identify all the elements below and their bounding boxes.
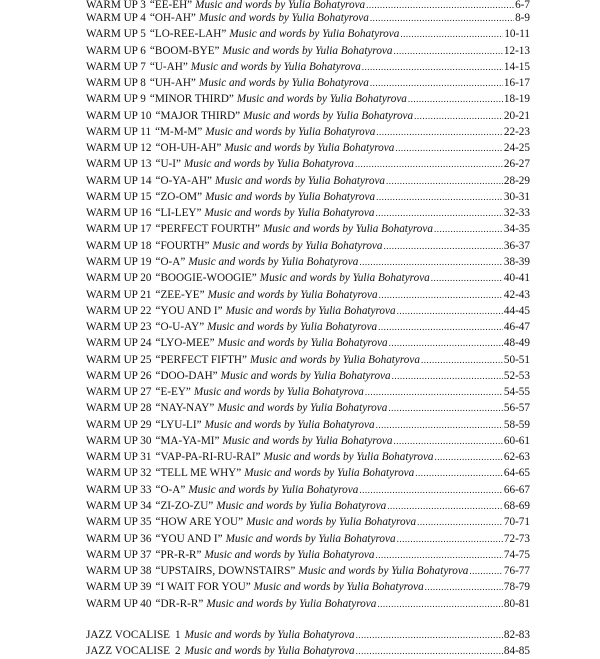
toc-entry[interactable] [86, 205, 530, 221]
dot-leader [370, 75, 503, 91]
page-range: 26-27 [503, 158, 530, 171]
entry-title: “DR-R-R” [155, 597, 204, 610]
entry-title: “VAP-PA-RI-RU-RAI” [155, 451, 261, 464]
page-range: 62-63 [503, 451, 530, 464]
entry-title: “PR-R-R” [155, 548, 202, 561]
entry-label: WARM UP 28 [86, 402, 152, 415]
toc-entry[interactable] [86, 287, 530, 303]
dot-leader [395, 140, 503, 156]
toc-entry[interactable] [86, 173, 530, 189]
entry-credit: Music and words by Yulia Bohatyrova [207, 321, 378, 334]
toc-entry[interactable] [86, 254, 530, 270]
toc-entry[interactable] [86, 449, 530, 465]
entry-title: “NAY-NAY” [155, 402, 215, 415]
dot-leader [356, 643, 503, 659]
entry-credit: Music and words by Yulia Bohatyrova [217, 402, 388, 415]
toc-entry[interactable] [86, 627, 530, 643]
page-range: 68-69 [503, 499, 530, 512]
dot-leader [431, 270, 503, 286]
page-range: 18-19 [503, 93, 530, 106]
page-range: 42-43 [503, 288, 530, 301]
entry-title: “E-EY” [155, 386, 191, 399]
entry-credit: Music and words by Yulia Bohatyrova [190, 60, 361, 73]
dot-leader [355, 156, 503, 172]
entry-label: WARM UP 25 [86, 353, 152, 366]
dot-leader [379, 287, 503, 303]
page-range: 70-71 [503, 516, 530, 529]
page-range: 36-37 [503, 239, 530, 252]
page-range: 20-21 [503, 109, 530, 122]
entry-title: “M-M-M” [155, 125, 203, 138]
toc-entry[interactable] [86, 433, 530, 449]
dot-leader [375, 547, 502, 563]
dot-leader [376, 124, 503, 140]
dot-leader [435, 449, 503, 465]
toc-entry[interactable] [86, 238, 530, 254]
entry-label: WARM UP 39 [86, 581, 152, 594]
entry-label: JAZZ VOCALISE [86, 628, 171, 641]
entry-credit: Music and words by Yulia Bohatyrova [262, 223, 433, 236]
page-range: 66-67 [503, 483, 530, 496]
dot-leader [408, 91, 503, 107]
dot-leader [365, 384, 503, 400]
entry-credit: Music and words by Yulia Bohatyrova [184, 628, 355, 641]
entry-label: WARM UP 29 [86, 418, 152, 431]
entry-credit: Music and words by Yulia Bohatyrova [212, 239, 383, 252]
entry-title: “O-A” [155, 255, 186, 268]
dot-leader [386, 173, 503, 189]
page-range: 22-23 [503, 125, 530, 138]
entry-label: WARM UP 31 [86, 451, 152, 464]
page-range: 56-57 [503, 402, 530, 415]
entry-credit: Music and words by Yulia Bohatyrova [198, 12, 369, 24]
page-range: 46-47 [503, 321, 530, 334]
toc-entry[interactable] [86, 352, 530, 368]
dot-leader [362, 59, 503, 75]
page-range: 16-17 [503, 77, 530, 90]
entry-credit: Music and words by Yulia Bohatyrova [244, 467, 415, 480]
dot-leader [415, 465, 503, 481]
entry-credit: Music and words by Yulia Bohatyrova [207, 288, 378, 301]
toc-entry[interactable] [86, 10, 530, 26]
dot-leader [394, 43, 503, 59]
toc-entry[interactable] [86, 221, 530, 237]
dot-leader [392, 368, 503, 384]
toc-entry[interactable] [86, 514, 530, 530]
entry-label: WARM UP 17 [86, 223, 152, 236]
entry-title: “PERFECT FIFTH” [155, 353, 247, 366]
toc-entry[interactable] [86, 417, 530, 433]
entry-label: WARM UP 6 [86, 44, 146, 57]
entry-title: “PERFECT FOURTH” [155, 223, 260, 236]
dot-leader [393, 433, 502, 449]
page-range: 84-85 [503, 645, 530, 658]
dot-leader [414, 108, 503, 124]
entry-title: “OH-UH-AH” [155, 142, 222, 155]
toc-entry[interactable] [86, 59, 530, 75]
dot-leader [389, 335, 503, 351]
entry-number: 1 [175, 628, 181, 641]
entry-credit: Music and words by Yulia Bohatyrova [225, 304, 396, 317]
warmup-list [86, 0, 530, 612]
toc-entry[interactable] [86, 108, 530, 124]
page-range: 48-49 [503, 337, 530, 350]
toc-entry[interactable] [86, 75, 530, 91]
entry-title: “MAJOR THIRD” [155, 109, 241, 122]
dot-leader [377, 596, 503, 612]
dot-leader [378, 319, 503, 335]
entry-label: WARM UP 11 [86, 125, 152, 138]
page-range: 30-31 [503, 190, 530, 203]
entry-title: “TELL ME WHY” [155, 467, 242, 480]
entry-credit: Music and words by Yulia Bohatyrova [195, 0, 366, 10]
entry-title: “I WAIT FOR YOU” [155, 581, 251, 594]
dot-leader [376, 189, 503, 205]
entry-label: WARM UP 40 [86, 597, 152, 610]
entry-credit: Music and words by Yulia Bohatyrova [236, 93, 407, 106]
entry-title: “EE-EH” [149, 0, 193, 10]
toc-entry[interactable] [86, 335, 530, 351]
entry-label: WARM UP 18 [86, 239, 152, 252]
toc-entry[interactable] [86, 596, 530, 612]
toc-entry[interactable] [86, 156, 530, 172]
page-range: 72-73 [503, 532, 530, 545]
entry-credit: Music and words by Yulia Bohatyrova [222, 434, 393, 447]
entry-credit: Music and words by Yulia Bohatyrova [243, 109, 414, 122]
entry-title: “UH-AH” [149, 77, 196, 90]
entry-credit: Music and words by Yulia Bohatyrova [205, 125, 376, 138]
entry-title: “O-YA-AH” [155, 174, 213, 187]
entry-credit: Music and words by Yulia Bohatyrova [253, 581, 424, 594]
jazz-vocalise-list [86, 627, 530, 659]
toc-entry[interactable] [86, 319, 530, 335]
entry-credit: Music and words by Yulia Bohatyrova [222, 44, 393, 57]
entry-title: “U-I” [155, 158, 181, 171]
dot-leader [397, 303, 503, 319]
entry-label: WARM UP 14 [86, 174, 152, 187]
entry-credit: Music and words by Yulia Bohatyrova [217, 337, 388, 350]
toc-entry[interactable] [86, 579, 530, 595]
page-range: 10-11 [504, 28, 530, 41]
entry-label: WARM UP 32 [86, 467, 152, 480]
entry-credit: Music and words by Yulia Bohatyrova [193, 386, 364, 399]
entry-label: WARM UP 36 [86, 532, 152, 545]
entry-label: WARM UP 34 [86, 499, 152, 512]
entry-title: “LI-LEY” [155, 207, 202, 220]
entry-credit: Music and words by Yulia Bohatyrova [198, 77, 369, 90]
dot-leader [375, 205, 502, 221]
entry-title: “LYU-LI” [155, 418, 202, 431]
toc-entry[interactable] [86, 547, 530, 563]
toc-entry[interactable] [86, 368, 530, 384]
toc-entry[interactable] [86, 531, 530, 547]
toc-entry[interactable] [86, 0, 530, 10]
entry-credit: Music and words by Yulia Bohatyrova [204, 207, 375, 220]
entry-credit: Music and words by Yulia Bohatyrova [298, 565, 469, 578]
entry-credit: Music and words by Yulia Bohatyrova [225, 532, 396, 545]
entry-label: WARM UP 24 [86, 337, 152, 350]
entry-label: WARM UP 35 [86, 516, 152, 529]
page-range: 40-41 [503, 272, 530, 285]
entry-title: “FOURTH” [155, 239, 210, 252]
entry-credit: Music and words by Yulia Bohatyrova [183, 158, 354, 171]
toc-entry[interactable] [86, 91, 530, 107]
page-range: 14-15 [503, 60, 530, 73]
entry-label: WARM UP 23 [86, 321, 152, 334]
dot-leader [356, 627, 503, 643]
entry-label: WARM UP 9 [86, 93, 146, 106]
page-range: 64-65 [503, 467, 530, 480]
toc-entry[interactable] [86, 498, 530, 514]
entry-title: “ZEE-YE” [155, 288, 205, 301]
dot-leader [425, 579, 503, 595]
entry-title: “UPSTAIRS, DOWNSTAIRS” [155, 565, 296, 578]
entry-label: WARM UP 7 [86, 60, 146, 73]
entry-title: “MA-YA-MI” [155, 434, 220, 447]
entry-credit: Music and words by Yulia Bohatyrova [263, 451, 434, 464]
dot-leader [400, 26, 503, 42]
entry-title: “BOOM-BYE” [149, 44, 220, 57]
entry-credit: Music and words by Yulia Bohatyrova [220, 369, 391, 382]
toc-entry[interactable] [86, 465, 530, 481]
entry-label: WARM UP 37 [86, 548, 152, 561]
entry-label: WARM UP 3 [86, 0, 146, 10]
entry-label: WARM UP 26 [86, 369, 152, 382]
entry-credit: Music and words by Yulia Bohatyrova [206, 597, 377, 610]
entry-credit: Music and words by Yulia Bohatyrova [204, 548, 375, 561]
entry-label: WARM UP 5 [86, 28, 146, 41]
page-range: 82-83 [503, 628, 530, 641]
dot-leader [434, 221, 503, 237]
entry-label: WARM UP 38 [86, 565, 152, 578]
page-range: 60-61 [503, 434, 530, 447]
entry-title: “ZO-OM” [155, 190, 203, 203]
entry-label: WARM UP 15 [86, 190, 152, 203]
entry-title: “YOU AND I” [155, 304, 223, 317]
entry-title: “LYO-MEE” [155, 337, 215, 350]
entry-credit: Music and words by Yulia Bohatyrova [216, 499, 387, 512]
page-range: 32-33 [503, 207, 530, 220]
dot-leader [388, 400, 503, 416]
entry-title: “ZI-ZO-ZU” [155, 499, 214, 512]
toc-entry[interactable] [86, 26, 530, 42]
entry-title: “O-U-AY” [155, 321, 205, 334]
dot-leader [387, 498, 503, 514]
entry-label: WARM UP 8 [86, 77, 146, 90]
dot-leader [469, 563, 502, 579]
entry-title: “HOW ARE YOU” [155, 516, 244, 529]
entry-credit: Music and words by Yulia Bohatyrova [229, 28, 400, 41]
page-range: 58-59 [503, 418, 530, 431]
entry-title: “YOU AND I” [155, 532, 223, 545]
entry-label: WARM UP 12 [86, 142, 152, 155]
toc-entry[interactable] [86, 563, 530, 579]
page-range: 8-9 [515, 12, 530, 24]
page-range: 38-39 [503, 255, 530, 268]
toc-entry[interactable] [86, 124, 530, 140]
entry-label: WARM UP 33 [86, 483, 152, 496]
page-range: 34-35 [503, 223, 530, 236]
dot-leader [397, 531, 503, 547]
entry-label: WARM UP 19 [86, 255, 152, 268]
entry-label: WARM UP 4 [86, 12, 146, 24]
dot-leader [359, 482, 503, 498]
entry-credit: Music and words by Yulia Bohatyrova [249, 353, 420, 366]
entry-credit: Music and words by Yulia Bohatyrova [188, 255, 359, 268]
section-gap [86, 612, 530, 627]
toc-entry[interactable] [86, 643, 530, 659]
entry-label: JAZZ VOCALISE [86, 645, 171, 658]
dot-leader [359, 254, 503, 270]
entry-title: “DOO-DAH” [155, 369, 218, 382]
entry-label: WARM UP 21 [86, 288, 152, 301]
page-range: 6-7 [515, 0, 530, 10]
entry-credit: Music and words by Yulia Bohatyrova [205, 190, 376, 203]
dot-leader [421, 352, 503, 368]
table-of-contents [86, 0, 530, 659]
page-range: 28-29 [503, 174, 530, 187]
page-range: 74-75 [503, 548, 530, 561]
entry-credit: Music and words by Yulia Bohatyrova [224, 142, 395, 155]
page-range: 50-51 [503, 353, 530, 366]
toc-entry[interactable] [86, 140, 530, 156]
entry-credit: Music and words by Yulia Bohatyrova [259, 272, 430, 285]
page-range: 80-81 [503, 597, 530, 610]
toc-entry[interactable] [86, 400, 530, 416]
dot-leader [366, 0, 514, 10]
entry-label: WARM UP 13 [86, 158, 152, 171]
entry-label: WARM UP 22 [86, 304, 152, 317]
dot-leader [370, 10, 514, 26]
dot-leader [384, 238, 503, 254]
dot-leader [376, 417, 503, 433]
page-range: 78-79 [503, 581, 530, 594]
page-range: 44-45 [503, 304, 530, 317]
toc-entry[interactable] [86, 384, 530, 400]
toc-entry[interactable] [86, 482, 530, 498]
entry-label: WARM UP 20 [86, 272, 152, 285]
entry-credit: Music and words by Yulia Bohatyrova [246, 516, 417, 529]
page-range: 54-55 [503, 386, 530, 399]
entry-title: “O-A” [155, 483, 186, 496]
entry-title: “OH-AH” [149, 12, 196, 24]
entry-title: “LO-REE-LAH” [149, 28, 227, 41]
entry-credit: Music and words by Yulia Bohatyrova [215, 174, 386, 187]
entry-title: “BOOGIE-WOOGIE” [155, 272, 257, 285]
entry-label: WARM UP 30 [86, 434, 152, 447]
entry-title: “MINOR THIRD” [149, 93, 234, 106]
page-range: 24-25 [503, 142, 530, 155]
page-range: 76-77 [503, 565, 530, 578]
entry-credit: Music and words by Yulia Bohatyrova [188, 483, 359, 496]
toc-entry[interactable] [86, 270, 530, 286]
entry-credit: Music and words by Yulia Bohatyrova [184, 645, 355, 658]
entry-credit: Music and words by Yulia Bohatyrova [204, 418, 375, 431]
toc-entry[interactable] [86, 43, 530, 59]
dot-leader [417, 514, 503, 530]
entry-title: “U-AH” [149, 60, 188, 73]
page-range: 12-13 [503, 44, 530, 57]
entry-label: WARM UP 10 [86, 109, 152, 122]
toc-entry[interactable] [86, 303, 530, 319]
entry-label: WARM UP 27 [86, 386, 152, 399]
entry-number: 2 [175, 645, 181, 658]
toc-entry[interactable] [86, 189, 530, 205]
entry-label: WARM UP 16 [86, 207, 152, 220]
page-range: 52-53 [503, 369, 530, 382]
